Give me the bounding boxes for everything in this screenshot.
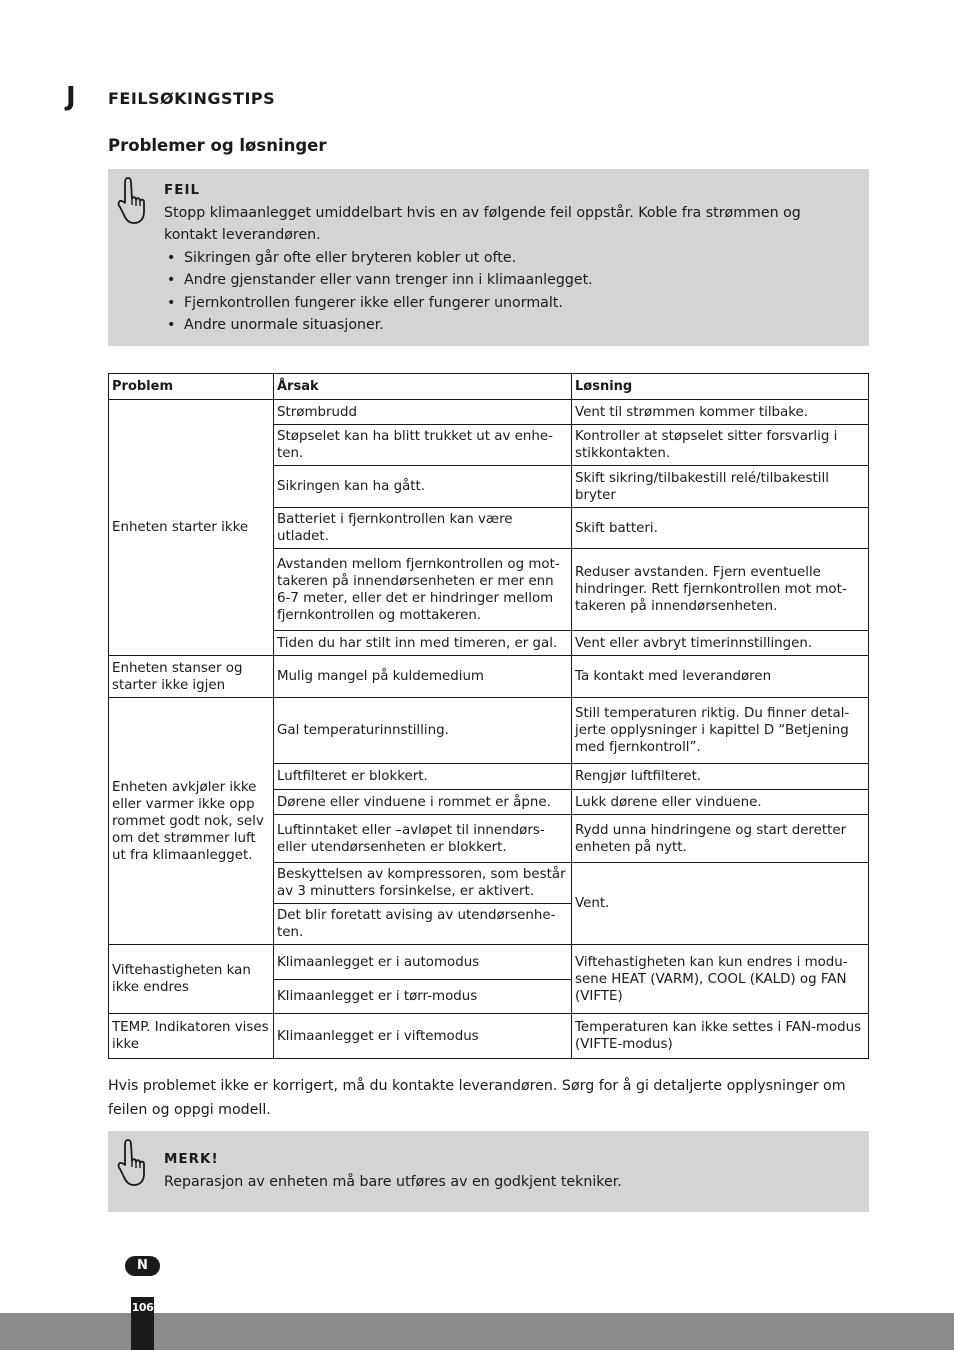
feil-heading: FEIL xyxy=(164,182,201,198)
cause-cell: Sikringen kan ha gått. xyxy=(274,466,572,508)
solution-cell: Vent eller avbryt timerinnstillingen. xyxy=(572,631,869,656)
problem-cell: Enheten stanser og starter ikke igjen xyxy=(109,656,274,698)
solution-cell: Ta kontakt med leverandøren xyxy=(572,656,869,698)
solution-cell: Rengjør luftfilteret. xyxy=(572,764,869,790)
contact-dealer-paragraph: Hvis problemet ikke er korrigert, må du kontakte leverandøren. Sørg for å gi detaljerte opplysninger om feilen og oppgi modell. xyxy=(108,1078,846,1118)
cause-cell: Beskyttelsen av kompressoren, som består av 3 minutters forsinkelse, er aktivert. xyxy=(274,863,572,904)
cause-cell: Klimaanlegget er i automodus xyxy=(274,945,572,980)
table-row xyxy=(109,656,869,698)
solution-cell: Kontroller at støpselet sitter forsvarlig i stikkontakten. xyxy=(572,425,869,466)
merk-heading: MERK! xyxy=(164,1151,219,1167)
header-solution: Løsning xyxy=(572,374,869,400)
solution-cell: Vent til strømmen kommer tilbake. xyxy=(572,400,869,425)
feil-bullet-list xyxy=(164,247,855,337)
cause-cell: Avstanden mellom fjernkontrollen og mot-takeren på innendørsenheten er mer enn 6-7 meter, eller det er hindringer mellom fjernkontrollen og mottakeren. xyxy=(274,549,572,631)
solution-cell: Vent. xyxy=(572,863,869,945)
cause-cell: Gal temperaturinnstilling. xyxy=(274,698,572,764)
solution-cell: Still temperaturen riktig. Du finner detal-jerte opplysninger i kapittel D “Betjening med fjernkontroll”. xyxy=(572,698,869,764)
cause-cell: Tiden du har stilt inn med timeren, er gal. xyxy=(274,631,572,656)
problem-cell: TEMP. Indikatoren vises ikke xyxy=(109,1014,274,1059)
cause-cell: Luftfilteret er blokkert. xyxy=(274,764,572,790)
solution-cell: Rydd unna hindringene og start deretter enheten på nytt. xyxy=(572,815,869,863)
solution-cell: Skift sikring/tilbakestill relé/tilbakestill bryter xyxy=(572,466,869,508)
cause-cell: Strømbrudd xyxy=(274,400,572,425)
section-title: FEILSØKINGSTIPS xyxy=(108,89,276,108)
merk-text: Reparasjon av enheten må bare utføres av en godkjent tekniker. xyxy=(164,1173,622,1190)
solution-cell: Viftehastigheten kan kun endres i modu-sene HEAT (VARM), COOL (KALD) og FAN (VIFTE) xyxy=(572,945,869,1014)
solution-cell: Reduser avstanden. Fjern eventuelle hindringer. Rett fjernkontrollen mot mot-takeren på innendørsenheten. xyxy=(572,549,869,631)
header-cause: Årsak xyxy=(274,374,572,400)
solution-cell: Temperaturen kan ikke settes i FAN-modus (VIFTE-modus) xyxy=(572,1014,869,1059)
cause-cell: Luftinntaket eller –avløpet til innendørs- eller utendørsenheten er blokkert. xyxy=(274,815,572,863)
page-number-tab xyxy=(131,1297,154,1350)
cause-cell: Klimaanlegget er i viftemodus xyxy=(274,1014,572,1059)
problem-cell: Viftehastigheten kan ikke endres xyxy=(109,945,274,1014)
pointing-hand-icon xyxy=(114,175,148,227)
page-number: 106 xyxy=(131,1301,154,1314)
cause-cell: Dørene eller vinduene i rommet er åpne. xyxy=(274,790,572,815)
solution-cell: Skift batteri. xyxy=(572,508,869,549)
table-row xyxy=(109,945,869,980)
subsection-title: Problemer og løsninger xyxy=(108,136,327,155)
header-problem: Problem xyxy=(109,374,274,400)
troubleshooting-table xyxy=(108,373,869,1059)
section-letter: J xyxy=(66,82,76,112)
cause-cell: Klimaanlegget er i tørr-modus xyxy=(274,980,572,1014)
cause-cell: Det blir foretatt avising av utendørsenhe-ten. xyxy=(274,904,572,945)
list-item: • Sikringen går ofte eller bryteren kobler ut ofte. xyxy=(164,247,855,270)
table-header-row xyxy=(109,374,869,400)
merk-note-box xyxy=(108,1131,869,1212)
problem-cell: Enheten starter ikke xyxy=(109,400,274,656)
cause-cell: Mulig mangel på kuldemedium xyxy=(274,656,572,698)
table-row xyxy=(109,698,869,764)
solution-cell: Lukk dørene eller vinduene. xyxy=(572,790,869,815)
feil-note-box xyxy=(108,169,869,346)
list-item: • Andre gjenstander eller vann trenger inn i klimaanlegget. xyxy=(164,269,855,292)
list-item: • Andre unormale situasjoner. xyxy=(164,314,855,337)
table-row xyxy=(109,400,869,425)
problem-cell: Enheten avkjøler ikke eller varmer ikke opp rommet godt nok, selv om det strømmer luft ut fra klimaanlegget. xyxy=(109,698,274,945)
language-badge: N xyxy=(125,1256,160,1276)
feil-intro: Stopp klimaanlegget umiddelbart hvis en av følgende feil oppstår. Koble fra strømmen og kontakt leverandøren. xyxy=(164,204,801,243)
table-row xyxy=(109,1014,869,1059)
cause-cell: Støpselet kan ha blitt trukket ut av enhe-ten. xyxy=(274,425,572,466)
pointing-hand-icon xyxy=(114,1137,148,1189)
list-item: • Fjernkontrollen fungerer ikke eller fungerer unormalt. xyxy=(164,292,855,315)
cause-cell: Batteriet i fjernkontrollen kan være utladet. xyxy=(274,508,572,549)
